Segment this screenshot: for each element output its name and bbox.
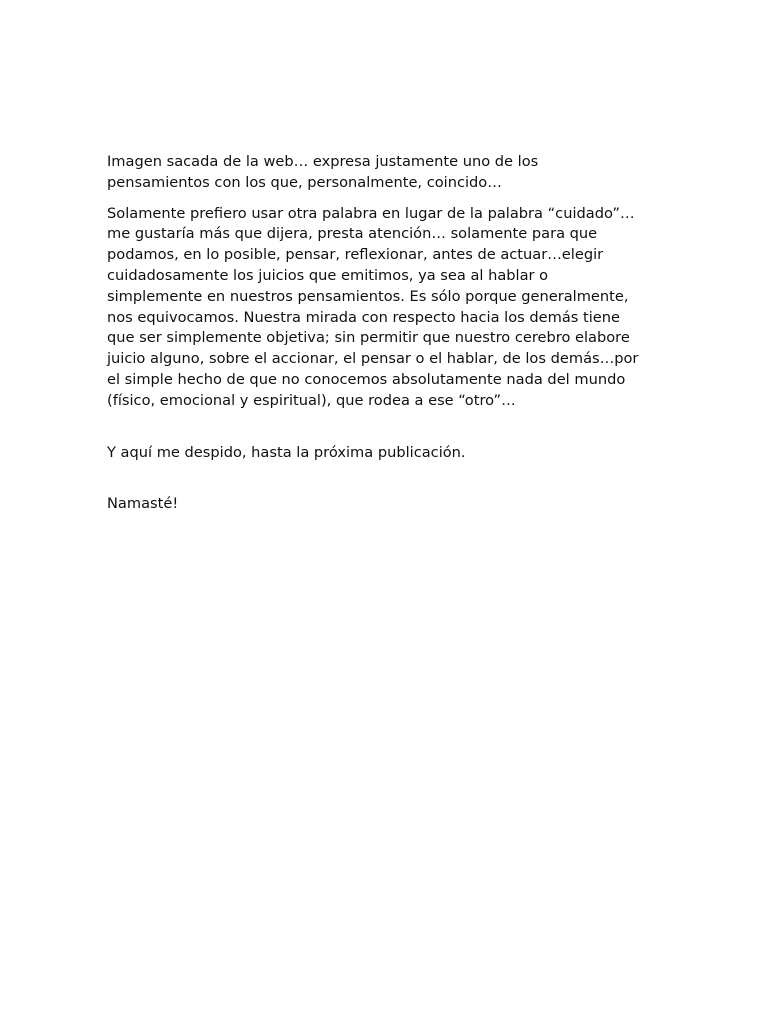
intro-paragraph: Imagen sacada de la web… expresa justamente uno de los pensamientos con los que, personalmente, coincido… [107,153,539,191]
farewell-paragraph: Y aquí me despido, hasta la próxima publicación. [107,443,466,461]
closing-paragraph: Namasté! [107,495,179,513]
reflection-paragraph: Solamente prefiero usar otra palabra en lugar de la palabra “cuidado”… me gustaría más que dijera, presta atención… solamente para que podamos, en lo posible, pensar, reflexionar, antes de actuar…elegir cuidadosamente los juicios que emitimos, ya sea al hablar o simplemente en nuestros pensamientos. Es sólo porque generalmente, nos equivocamos. Nuestra mirada con respecto hacia los demás tiene que ser simplemente objetiva; sin permitir que nuestro cerebro elabore juicio alguno, sobre el accionar, el pensar o el hablar, de los demás…por el simple hecho de que no conocemos absolutamente nada del mundo (físico, emocional y espiritual), que rodea a ese “otro”… [107,204,639,409]
document-body [107,152,663,515]
